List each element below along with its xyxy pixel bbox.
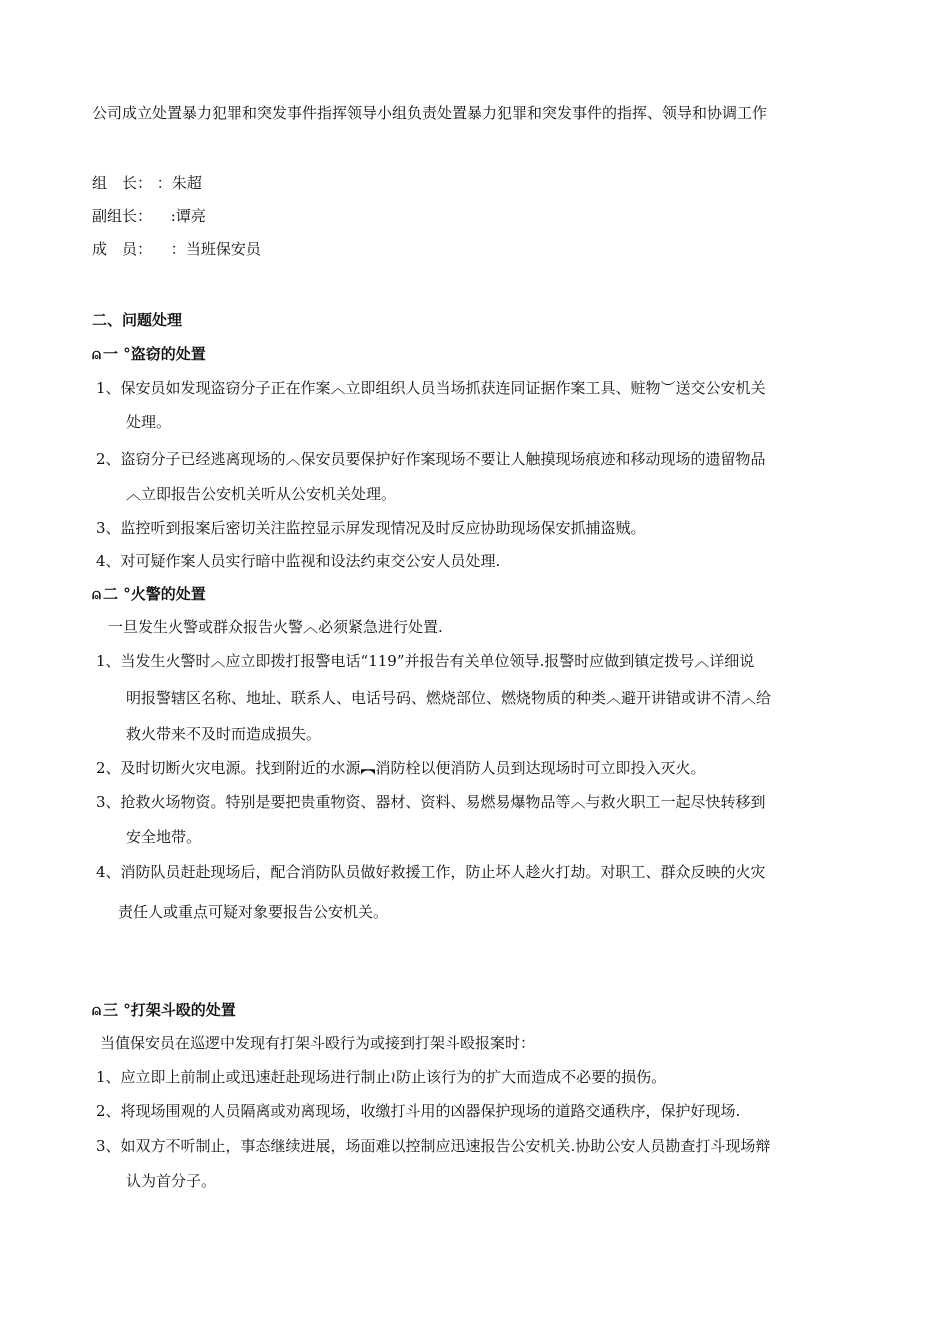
- item-number: 1、: [96, 652, 121, 670]
- item-number: 3、: [96, 793, 121, 811]
- list-item: [96, 758, 706, 778]
- member-sep: ：: [156, 174, 172, 192]
- member-label: 副组长：: [92, 207, 153, 225]
- section-title: 二、问题处理: [92, 311, 183, 329]
- item-text: 保安员如发现盗窃分子正在作案︿立即组织人员当场抓获连同证据作案工具、赃物︶送交公安机关: [120, 379, 766, 397]
- bullet-icon: ⍝: [92, 585, 102, 603]
- list-item: [96, 378, 766, 398]
- item-number: 1、: [96, 379, 121, 397]
- item-text: 抢救火场物资。特别是要把贵重物资、器材、资料、易燃易爆物品等︿与救火职工一起尽快转移到: [120, 793, 766, 811]
- member-label: 成 员：: [92, 240, 153, 258]
- heading-text: 一 °盗窃的处置: [103, 345, 206, 363]
- heading-text: 三 °打架斗殴的处置: [103, 1001, 236, 1019]
- item-text: 及时切断火灾电源。找到附近的水源︻消防栓以便消防人员到达现场时可立即投入灭火。: [120, 759, 706, 777]
- fire-heading: [92, 584, 206, 604]
- member-label: 组 长：: [92, 174, 153, 192]
- list-item-continuation: 明报警辖区名称、地址、联系人、电话号码、燃烧部位、燃烧物质的种类︿避开讲错或讲不清︿给: [126, 689, 772, 707]
- fight-heading: [92, 1000, 236, 1020]
- item-number: 3、: [96, 519, 121, 537]
- item-number: 3、: [96, 1137, 121, 1155]
- item-text: 监控听到报案后密切关注监控显示屏发现情况及时反应协助现场保安抓捕盗贼。: [120, 519, 646, 537]
- list-item-continuation: 安全地带。: [126, 828, 202, 846]
- bullet-icon: ⍝: [92, 1001, 102, 1019]
- list-item-continuation: ︿立即报告公安机关听从公安机关处理。: [126, 485, 397, 503]
- theft-heading: [92, 344, 206, 364]
- list-item: [96, 651, 754, 671]
- fire-intro: 一旦发生火警或群众报告火警︿必须紧急进行处置.: [108, 618, 443, 636]
- item-number: 4、: [96, 552, 121, 570]
- fight-intro: 当值保安员在巡逻中发现有打架斗殴行为或接到打架斗殴报案时：: [100, 1034, 536, 1052]
- list-item-continuation: 处理。: [126, 413, 172, 431]
- member-name: 当班保安员: [185, 240, 261, 258]
- member-leader: [92, 173, 202, 193]
- item-number: 2、: [96, 759, 121, 777]
- list-item: [96, 449, 766, 469]
- item-text: 对可疑作案人员实行暗中监视和设法约束交公安人员处理.: [120, 552, 501, 570]
- member-sep: :: [170, 207, 176, 225]
- member-sep: ：: [170, 240, 186, 258]
- list-item: [96, 862, 766, 882]
- item-number: 4、: [96, 863, 121, 881]
- item-number: 1、: [96, 1068, 121, 1086]
- member-name: 朱超: [171, 174, 202, 192]
- item-text: 如双方不听制止，事态继续进展，场面难以控制应迅速报告公安机关.协助公安人员勘查打斗现场辩: [120, 1137, 771, 1155]
- item-text: 消防队员赶赴现场后，配合消防队员做好救援工作，防止坏人趁火打劫。对职工、群众反映的火灾: [120, 863, 766, 881]
- item-text: 盗窃分子已经逃离现场的︿保安员要保护好作案现场不要让人触摸现场痕迹和移动现场的遗留物品: [120, 450, 766, 468]
- list-item-continuation: 认为首分子。: [126, 1172, 217, 1190]
- list-item-continuation: 救火带来不及时而造成损失。: [126, 725, 322, 743]
- item-text: 应立即上前制止或迅速赶赴现场进行制止≀防止该行为的扩大而造成不必要的损伤。: [120, 1068, 667, 1086]
- list-item: [96, 518, 646, 538]
- item-text: 将现场围观的人员隔离或劝离现场，收缴打斗用的凶器保护现场的道路交通秩序，保护好现场.: [120, 1102, 741, 1120]
- item-number: 2、: [96, 1102, 121, 1120]
- item-text: 当发生火警时︿应立即拨打报警电话“119”并报告有关单位领导.报警时应做到镇定拨号︿详细说: [120, 652, 755, 670]
- item-number: 2、: [96, 450, 121, 468]
- list-item: [96, 1101, 740, 1121]
- list-item: [96, 1136, 770, 1156]
- intro-text: 公司成立处置暴力犯罪和突发事件指挥领导小组负责处置暴力犯罪和突发事件的指挥、领导和协调工作: [92, 104, 768, 122]
- heading-text: 二 °火警的处置: [103, 585, 206, 603]
- bullet-icon: ⍝: [92, 345, 102, 363]
- list-item: [96, 792, 766, 812]
- list-item: [96, 1067, 666, 1087]
- member-deputy: [92, 206, 206, 226]
- member-name: 谭亮: [175, 207, 206, 225]
- list-item: [96, 551, 500, 571]
- list-item-continuation: 责任人或重点可疑对象要报告公安机关。: [118, 903, 389, 921]
- member-staff: [92, 239, 261, 259]
